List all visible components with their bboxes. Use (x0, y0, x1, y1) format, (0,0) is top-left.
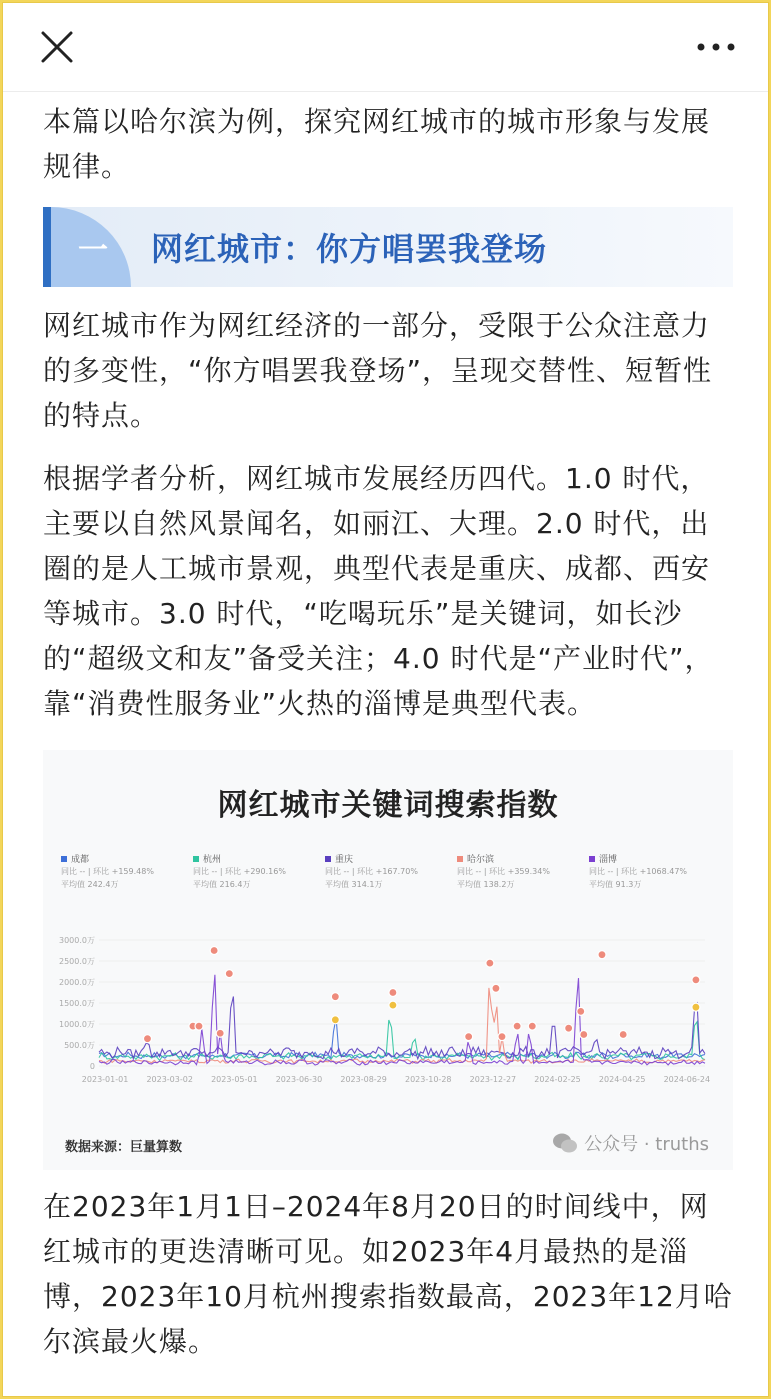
legend-item (61, 852, 191, 891)
legend-swatch (457, 856, 463, 862)
x-tick-label: 2023-10-28 (405, 1075, 452, 1084)
peak-marker (389, 989, 397, 997)
close-icon (37, 27, 77, 67)
peak-marker (580, 1031, 588, 1039)
legend-change: 同比 -- | 环比 +290.16% (193, 867, 286, 876)
legend-change: 同比 -- | 环比 +159.48% (61, 867, 154, 876)
legend-change: 同比 -- | 环比 +359.34% (457, 867, 550, 876)
watermark (552, 1130, 709, 1156)
legend-average: 平均值 242.4万 (61, 880, 119, 889)
y-tick-label: 1500.0万 (59, 999, 95, 1008)
section-accent-bar (43, 207, 51, 287)
legend-swatch (61, 856, 67, 862)
top-bar (3, 3, 768, 92)
paragraph-intro: 本篇以哈尔滨为例，探究网红城市的城市形象与发展规律。 (43, 105, 711, 183)
x-tick-label: 2023-08-29 (340, 1075, 387, 1084)
peak-marker (513, 1022, 521, 1030)
section-number: 一 (78, 233, 108, 268)
peak-marker (465, 1033, 473, 1041)
peak-marker (692, 976, 700, 984)
peak-marker (225, 970, 233, 978)
article-frame (2, 2, 769, 1397)
peak-marker (143, 1035, 151, 1043)
peak-marker (577, 1007, 585, 1015)
legend-average: 平均值 91.3万 (589, 880, 642, 889)
legend-average: 平均值 314.1万 (325, 880, 383, 889)
chart-title: 网红城市关键词搜索指数 (217, 788, 559, 823)
section-number-tab (51, 207, 131, 287)
legend-label: 重庆 (335, 855, 354, 865)
peak-marker (498, 1033, 506, 1041)
y-tick-label: 0 (89, 1062, 95, 1071)
legend-average: 平均值 216.4万 (193, 880, 251, 889)
peak-marker (486, 959, 494, 967)
close-button[interactable] (37, 27, 77, 67)
legend-label: 哈尔滨 (467, 855, 495, 865)
legend-item (589, 852, 719, 891)
peak-marker (331, 993, 339, 1001)
legend-swatch (325, 856, 331, 862)
peak-marker (692, 1003, 700, 1011)
x-tick-label: 2023-12-27 (469, 1075, 517, 1084)
paragraph-definition: 网红城市作为网红经济的一部分，受限于公众注意力的多变性，“你方唱罢我登场”，呈现交替性、短暂性的特点。 (43, 309, 713, 432)
watermark-text: 公众号 · truths (584, 1134, 709, 1155)
legend-change: 同比 -- | 环比 +1068.47% (589, 867, 688, 876)
article-body (43, 99, 733, 1364)
x-tick-label: 2023-06-30 (275, 1075, 323, 1084)
chart-figure (43, 750, 733, 1170)
legend-name (325, 852, 455, 865)
peak-marker (492, 984, 500, 992)
paragraph-timeline: 在2023年1月1日–2024年8月20日的时间线中，网红城市的更迭清晰可见。如2023年4月最热的是淄博，2023年10月杭州搜索指数最高，2023年12月哈尔滨最火爆。 (43, 1190, 733, 1358)
legend-name (589, 852, 719, 865)
legend-swatch (589, 856, 595, 862)
more-button[interactable] (694, 29, 738, 65)
section-header (43, 207, 733, 287)
paragraph-generations: 根据学者分析，网红城市发展经历四代。1.0 时代，主要以自然风景闻名，如丽江、大理。2.0 时代，出圈的是人工城市景观，典型代表是重庆、成都、西安等城市。3.0 时代，“吃喝玩乐”是关键词，如长沙的“超级文和友”备受关注；4.0 时代是“产业时代”，靠“消费性服务业”火热的淄博是典型代表。 (43, 462, 714, 720)
peak-marker (195, 1022, 203, 1030)
peak-marker (210, 947, 218, 955)
legend-average: 平均值 138.2万 (457, 880, 515, 889)
peak-marker (216, 1029, 224, 1037)
legend-swatch (193, 856, 199, 862)
peak-marker (619, 1031, 627, 1039)
y-tick-label: 2500.0万 (59, 957, 95, 966)
x-tick-label: 2023-05-01 (211, 1075, 258, 1084)
x-tick-label: 2023-03-02 (146, 1075, 193, 1084)
legend-name (457, 852, 587, 865)
section-title: 网红城市：你方唱罢我登场 (151, 230, 548, 268)
chart-plot (43, 900, 733, 1130)
x-tick-label: 2023-01-01 (81, 1075, 129, 1084)
peak-marker (565, 1024, 573, 1032)
legend-name (61, 852, 191, 865)
legend-change: 同比 -- | 环比 +167.70% (325, 867, 418, 876)
legend-label: 成都 (71, 855, 90, 865)
peak-marker (528, 1022, 536, 1030)
x-tick-label: 2024-04-25 (598, 1075, 646, 1084)
y-tick-label: 3000.0万 (59, 936, 95, 945)
legend-label: 淄博 (599, 855, 618, 865)
peak-marker (598, 951, 606, 959)
peak-marker (389, 1001, 397, 1009)
x-tick-label: 2024-06-24 (663, 1075, 711, 1084)
y-tick-label: 500.0万 (64, 1041, 95, 1050)
legend-item (193, 852, 323, 891)
data-source: 数据来源：巨量算数 (65, 1140, 183, 1155)
legend-item (457, 852, 587, 891)
y-tick-label: 2000.0万 (59, 978, 95, 987)
wechat-icon (552, 1132, 578, 1154)
peak-marker (331, 1016, 339, 1024)
more-dots-icon (694, 29, 738, 65)
legend-name (193, 852, 323, 865)
legend-item (325, 852, 455, 891)
series-line-5 (99, 975, 705, 1065)
x-tick-label: 2024-02-25 (534, 1075, 581, 1084)
legend-label: 杭州 (203, 855, 222, 865)
y-tick-label: 1000.0万 (59, 1020, 95, 1029)
